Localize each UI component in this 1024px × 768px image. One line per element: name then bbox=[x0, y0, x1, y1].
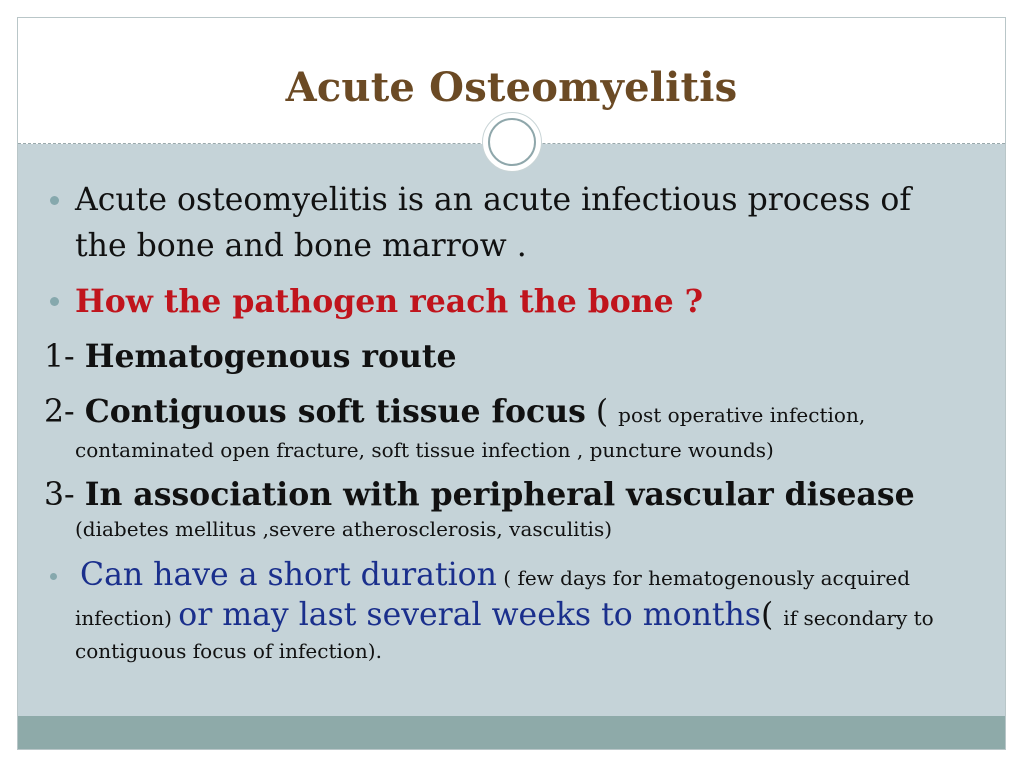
duration-long-detail: if secondary to bbox=[783, 606, 934, 630]
route-1-number: 1- bbox=[44, 339, 85, 375]
bullet-icon bbox=[50, 573, 57, 580]
route-2-paren: ( bbox=[585, 394, 619, 430]
route-1-title: Hematogenous route bbox=[84, 338, 457, 375]
duration-short-detail-cont: infection) bbox=[75, 606, 179, 630]
duration-long: or may last several weeks to months bbox=[178, 597, 761, 633]
duration-short: Can have a short duration bbox=[80, 557, 497, 593]
bullet-icon bbox=[50, 297, 59, 306]
duration-long-paren: ( bbox=[760, 597, 784, 633]
duration-line2 bbox=[75, 597, 934, 633]
route-3-number: 3- bbox=[44, 477, 85, 513]
route-3-detail: (diabetes mellitus ,severe atherosclerosis, vasculitis) bbox=[75, 517, 613, 541]
duration-short-detail: ( few days for hematogenously acquired bbox=[496, 566, 911, 590]
route-2-number: 2- bbox=[44, 394, 85, 430]
bullet-icon bbox=[50, 196, 59, 205]
question-heading: How the pathogen reach the bone ? bbox=[75, 283, 704, 320]
duration-line1 bbox=[80, 557, 911, 593]
bullet-text-definition-line2: the bone and bone marrow . bbox=[75, 228, 527, 264]
duration-line3: contiguous focus of infection). bbox=[75, 639, 382, 663]
route-3 bbox=[44, 476, 915, 513]
route-2-detail-line2: contaminated open fracture, soft tissue infection , puncture wounds) bbox=[75, 438, 774, 462]
route-2-detail: post operative infection, bbox=[618, 403, 866, 427]
route-2-title: Contiguous soft tissue focus bbox=[84, 393, 586, 430]
route-2 bbox=[44, 393, 866, 430]
route-3-title: In association with peripheral vascular disease bbox=[84, 476, 915, 513]
route-1 bbox=[44, 338, 457, 375]
bullet-text-definition-line1: Acute osteomyelitis is an acute infectious process of bbox=[75, 182, 912, 218]
slide-title: Acute Osteomyelitis bbox=[285, 64, 738, 111]
